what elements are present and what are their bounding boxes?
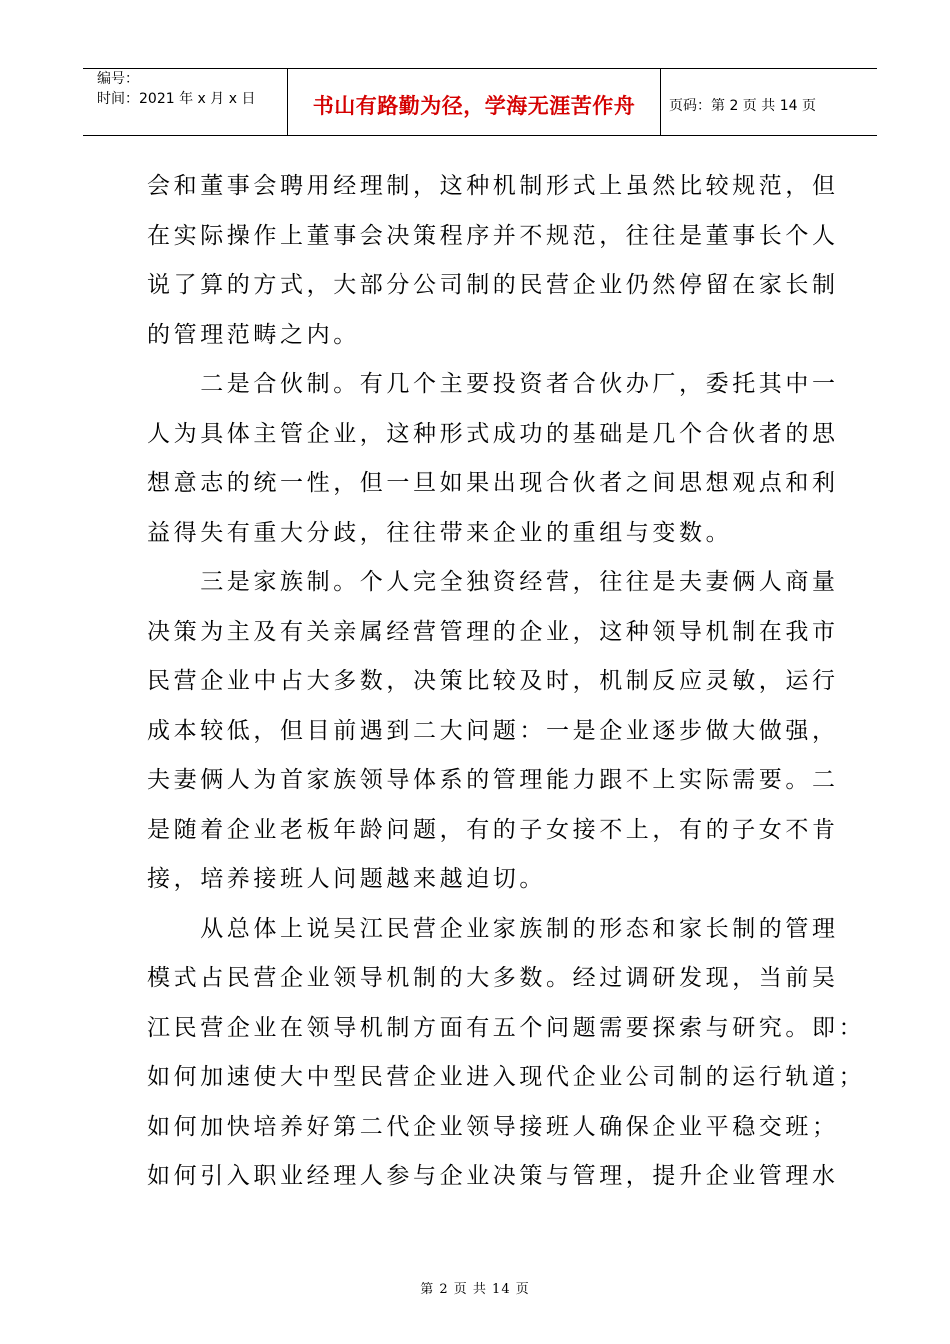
text-line: 会和董事会聘用经理制，这种机制形式上虽然比较规范，但 xyxy=(147,173,839,199)
text-line: 三是家族制。个人完全独资经营，往往是夫妻俩人商量 xyxy=(147,569,839,595)
text-line: 的管理范畴之内。 xyxy=(147,321,360,348)
text-line: 模式占民营企业领导机制的大多数。经过调研发现，当前吴 xyxy=(147,965,839,991)
text-line: 如何加速使大中型民营企业进入现代企业公司制的运行轨道； xyxy=(147,1064,866,1090)
text-line: 民营企业中占大多数，决策比较及时，机制反应灵敏，运行 xyxy=(147,668,839,694)
header-page-label: 页码：第 2 页 共 14 页 xyxy=(669,98,816,114)
text-line: 人为具体主管企业，这种形式成功的基础是几个合伙者的思 xyxy=(147,420,839,447)
document-number-label: 编号： xyxy=(97,71,139,87)
document-time-label: 时间：2021 年 x 月 x 日 xyxy=(97,91,256,107)
text-line: 想意志的统一性，但一旦如果出现合伙者之间思想观点和利 xyxy=(147,470,839,496)
text-line: 成本较低，但目前遇到二大问题：一是企业逐步做大做强， xyxy=(147,717,839,744)
page-footer: 第 2 页 共 14 页 xyxy=(420,1282,530,1297)
text-line: 江民营企业在领导机制方面有五个问题需要探索与研究。即： xyxy=(147,1014,866,1041)
text-line: 说了算的方式，大部分公司制的民营企业仍然停留在家长制 xyxy=(147,272,839,298)
header-meta-cell xyxy=(83,69,288,135)
text-line: 夫妻俩人为首家族领导体系的管理能力跟不上实际需要。二 xyxy=(147,767,839,793)
text-line: 接，培养接班人问题越来越迫切。 xyxy=(147,866,546,892)
document-header xyxy=(83,68,877,136)
text-line: 如何引入职业经理人参与企业决策与管理，提升企业管理水 xyxy=(147,1163,839,1189)
document-body xyxy=(147,162,866,1202)
header-motto: 书山有路勤为径，学海无涯苦作舟 xyxy=(312,94,636,118)
header-motto-cell xyxy=(288,69,661,135)
text-line: 在实际操作上董事会决策程序并不规范，往往是董事长个人 xyxy=(147,222,839,249)
text-line: 如何加快培养好第二代企业领导接班人确保企业平稳交班； xyxy=(147,1113,839,1140)
text-line: 决策为主及有关亲属经营管理的企业，这种领导机制在我市 xyxy=(147,618,839,645)
text-line: 二是合伙制。有几个主要投资者合伙办厂，委托其中一 xyxy=(147,371,839,397)
text-line: 益得失有重大分歧，往往带来企业的重组与变数。 xyxy=(147,519,733,546)
text-line: 是随着企业老板年龄问题，有的子女接不上，有的子女不肯 xyxy=(147,816,839,843)
text-line: 从总体上说吴江民营企业家族制的形态和家长制的管理 xyxy=(147,915,839,942)
header-page-cell xyxy=(661,69,877,135)
